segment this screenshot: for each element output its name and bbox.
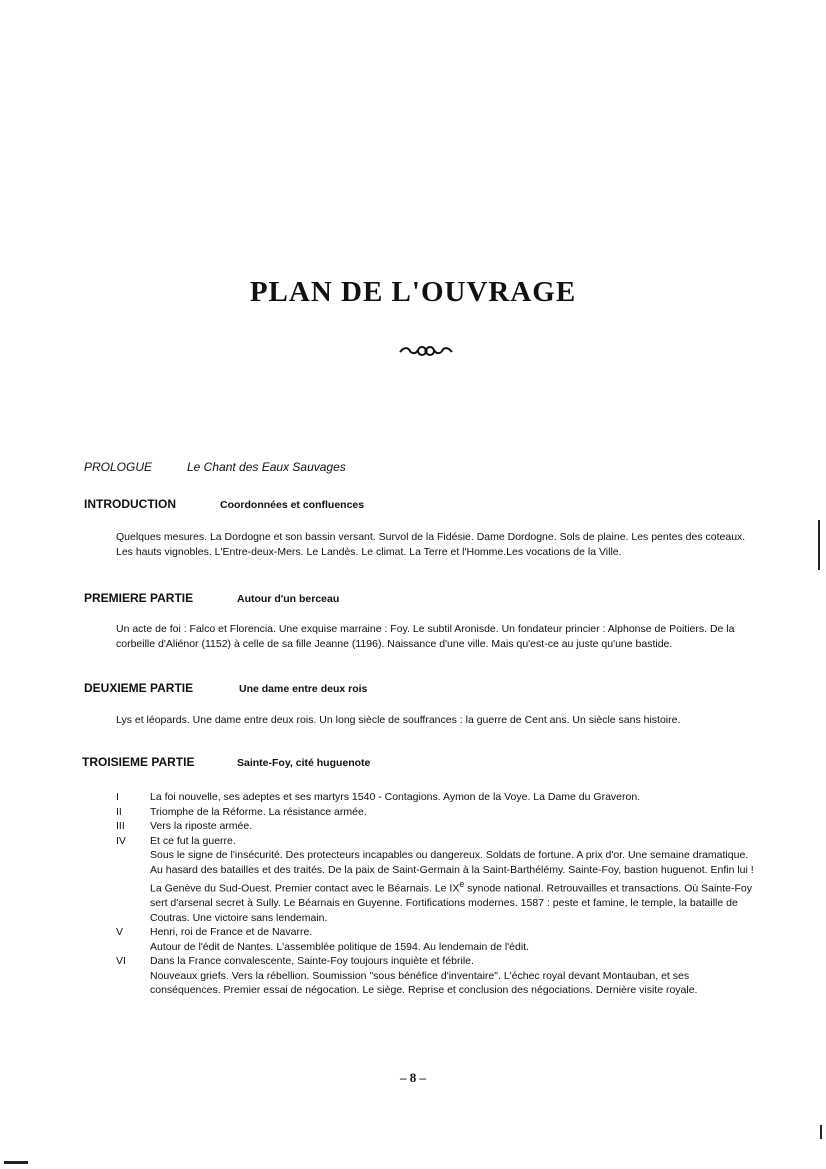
item-text: La foi nouvelle, ses adeptes et ses martyrs 1540 - Contagions. Aymon de la Voye. La Dame du Graveron.	[150, 791, 641, 803]
deuxieme-partie-subtitle: Une dame entre deux rois	[239, 683, 368, 695]
deuxieme-partie-heading	[84, 681, 367, 695]
scan-edge-mark	[820, 1125, 822, 1139]
item-detail: Sous le signe de l'insécurité. Des protecteurs incapables ou dangereux. Soldats de fortune. A prix d'or. Une semaine dramatique. Au hasard des batailles et des traités. De la paix de Saint-Germain à la Saint-Barthélémy. Sainte-Foy, bastion huguenot. Enfin lui ! La Genève du Sud-Ouest. Premier contact avec le Béarnais. Le IX	[150, 849, 754, 895]
list-item	[116, 819, 756, 834]
list-item	[116, 834, 756, 926]
item-number: VI	[116, 955, 126, 967]
list-item	[116, 925, 756, 954]
item-number: I	[116, 791, 119, 803]
list-item	[116, 805, 756, 820]
introduction-heading	[84, 497, 364, 511]
page-title: PLAN DE L'OUVRAGE	[249, 276, 577, 308]
scan-edge-mark	[4, 1161, 28, 1164]
premiere-partie-text: Un acte de foi : Falco et Florencia. Une exquise marraine : Foy. Le subtil Aronisde. Un fondateur princier : Alphonse de Poitiers. De la corbeille d'Aliénor (1152) à celle de sa fille Jeanne (1196). Naissance d'une ville. Mais qu'est-ce au juste qu'une bastide.	[116, 623, 735, 650]
item-text: Vers la riposte armée.	[150, 820, 253, 832]
item-body	[150, 834, 756, 926]
item-detail-superscript: e	[459, 879, 465, 889]
introduction-label: INTRODUCTION	[84, 497, 176, 511]
page-number: – 8 –	[400, 1070, 426, 1085]
prologue-heading	[84, 460, 346, 474]
premiere-partie-subtitle: Autour d'un berceau	[237, 593, 340, 605]
item-body	[150, 925, 756, 954]
item-number: IV	[116, 834, 126, 847]
deuxieme-partie-text: Lys et léopards. Une dame entre deux rois. Un long siècle de souffrances : la guerre de Cent ans. Un siècle sans histoire.	[116, 714, 681, 726]
troisieme-partie-subtitle: Sainte-Foy, cité huguenote	[237, 757, 371, 769]
prologue-label: PROLOGUE	[84, 460, 153, 474]
item-detail: Autour de l'édit de Nantes. L'assemblée politique de 1594. Au lendemain de l'édit.	[150, 940, 530, 953]
list-item	[116, 790, 756, 805]
list-item	[116, 954, 756, 998]
premiere-partie-heading	[84, 591, 339, 605]
prologue-subtitle: Le Chant des Eaux Sauvages	[187, 460, 346, 474]
item-text: Dans la France convalescente, Sainte-Foy toujours inquiète et fébrile.	[150, 955, 474, 967]
item-number: III	[116, 820, 125, 832]
deuxieme-partie-label: DEUXIEME PARTIE	[84, 681, 194, 695]
item-number: V	[116, 926, 124, 938]
introduction-text: Quelques mesures. La Dordogne et son bassin versant. Survol de la Fidésie. Dame Dordogne. Sols de plaine. Les pentes des coteaux. Les hauts vignobles. L'Entre-deux-Mers. Le Landès. Le climat. La Terre et l'Homme.Les vocations de la Ville.	[116, 531, 746, 558]
troisieme-partie-label: TROISIEME PARTIE	[82, 755, 195, 769]
item-detail-continued: synode national. Retrouvailles et transactions. Où Sainte-Foy sert d'arsenal secret à Sully. Le Béarnais en Guyenne. Fortifications modernes. 1587 : peste et famine, le temple, la bataille de Coutras. Une victoire sans lendemain.	[150, 882, 752, 924]
item-text: Triomphe de la Réforme. La résistance armée.	[150, 805, 367, 818]
item-number: II	[116, 805, 122, 818]
item-text: Henri, roi de France et de Navarre.	[150, 926, 313, 938]
item-detail: Nouveaux griefs. Vers la rébellion. Soumission "sous bénéfice d'inventaire". L'échec royal devant Montauban, et ses conséquences. Premier essai de négocation. Le siège. Reprise et conclusion des négociations. Dernière visite royale.	[150, 969, 698, 996]
item-body	[150, 954, 756, 998]
scan-edge-mark	[818, 520, 820, 570]
troisieme-partie-heading	[82, 755, 370, 769]
troisieme-partie-list	[116, 790, 756, 998]
premiere-partie-label: PREMIERE PARTIE	[84, 591, 194, 605]
item-text: Et ce fut la guerre.	[150, 834, 236, 847]
fleuron-ornament-icon	[398, 344, 454, 358]
introduction-subtitle: Coordonnées et confluences	[220, 499, 365, 511]
